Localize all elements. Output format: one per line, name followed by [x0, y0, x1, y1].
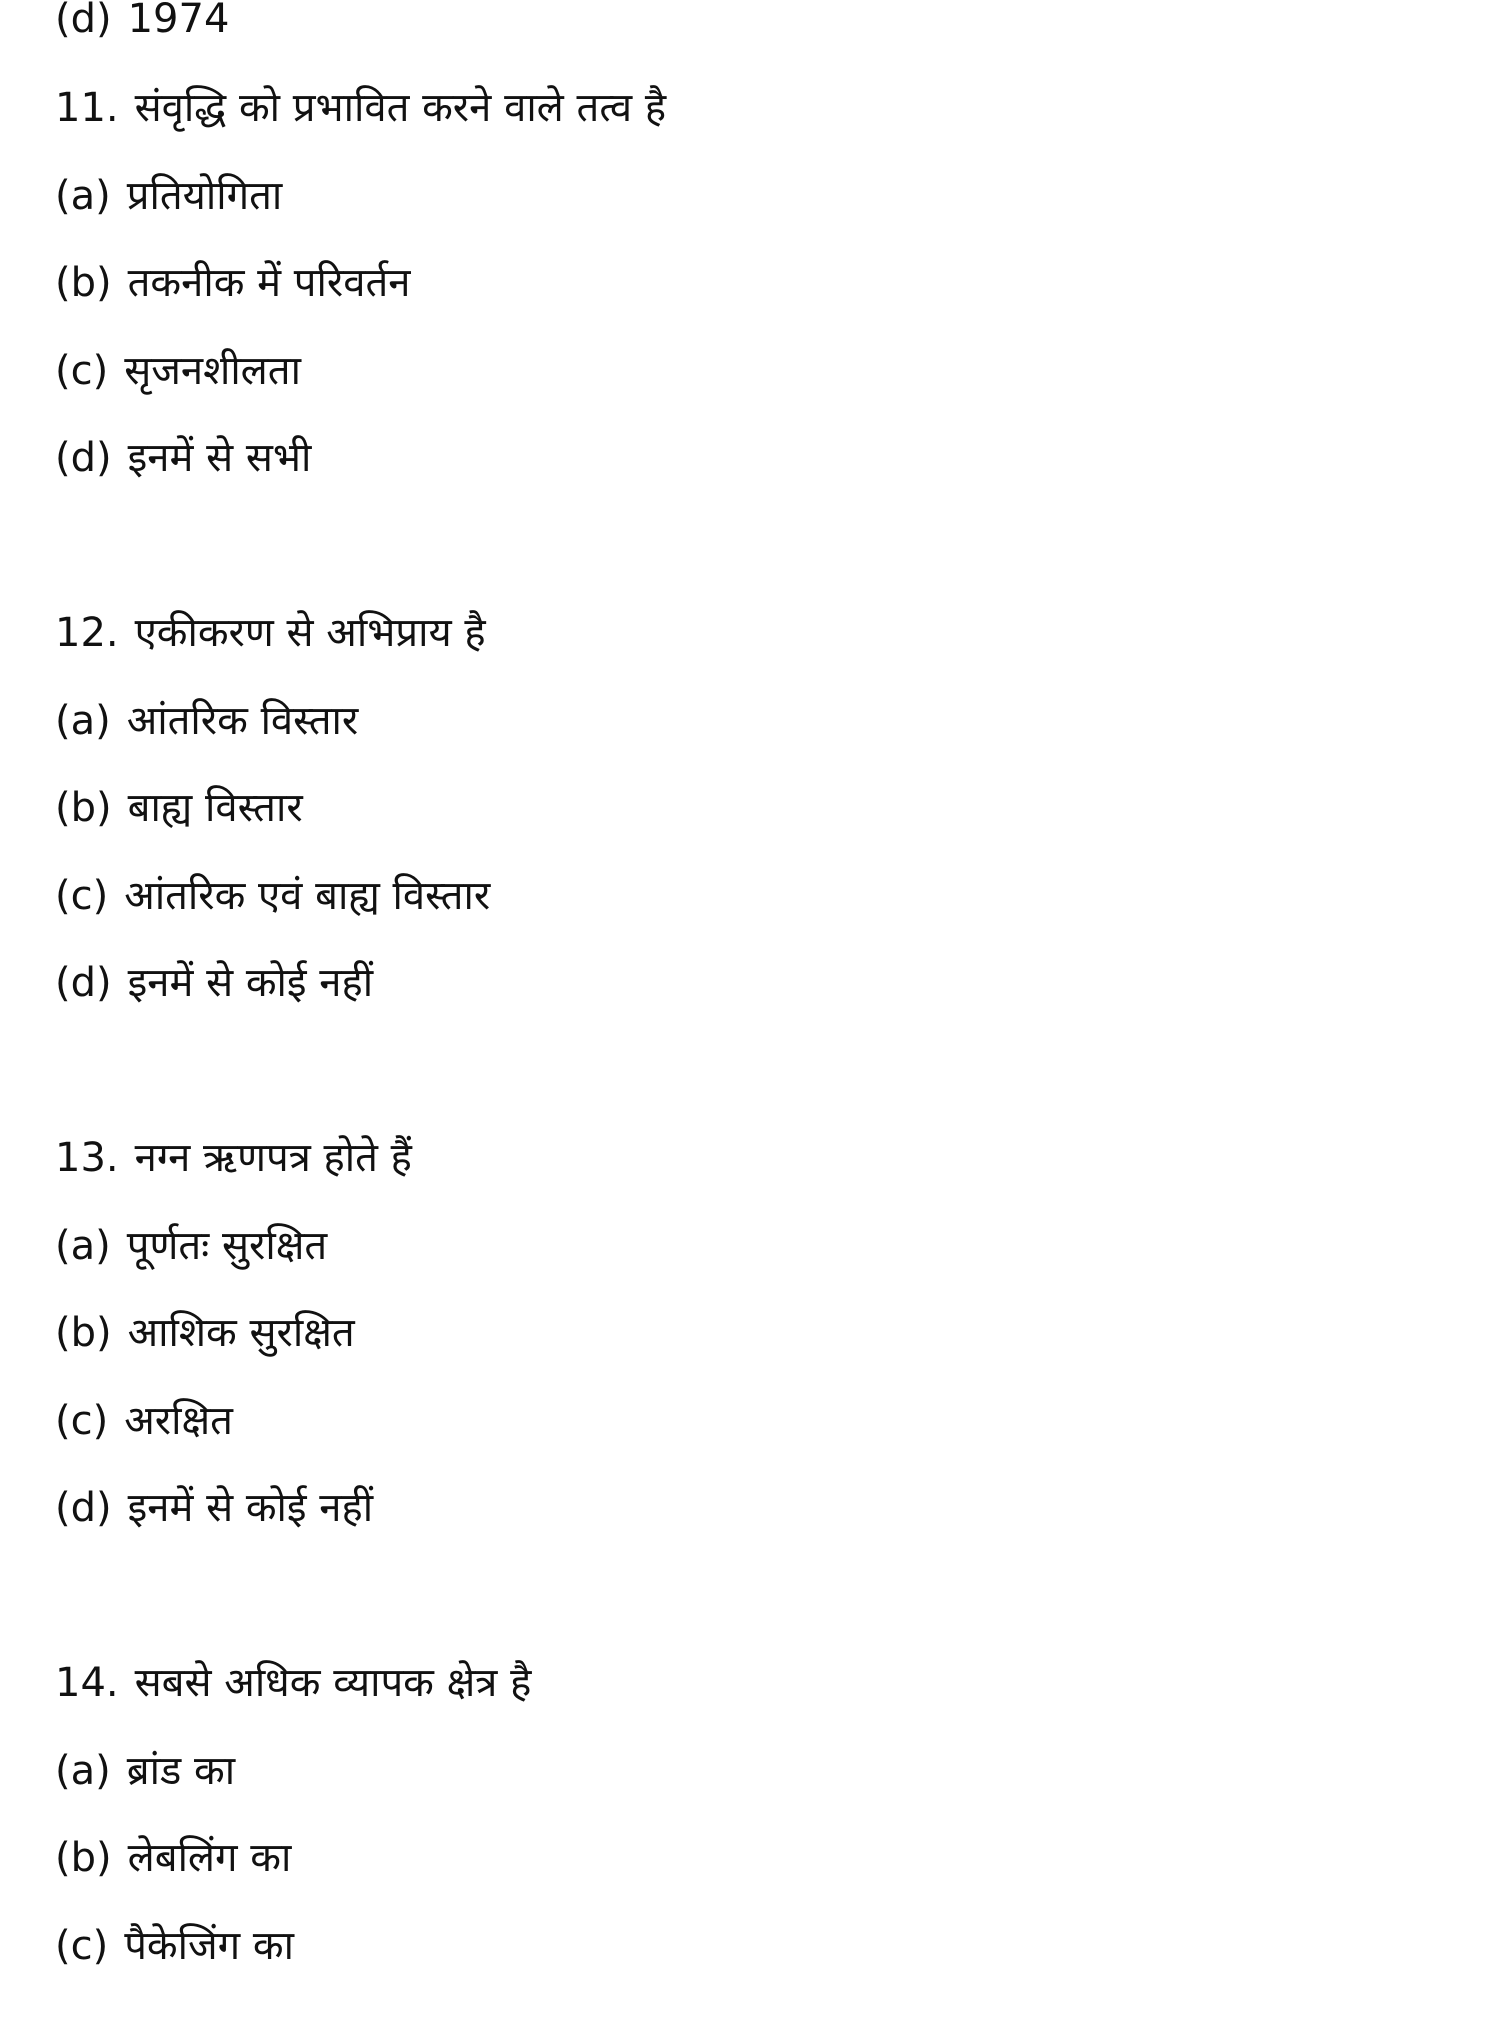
- option: [55, 958, 373, 1008]
- question-label: 11.: [55, 85, 119, 131]
- question-text: सबसे अधिक व्यापक क्षेत्र है: [134, 1660, 532, 1706]
- question-label: 13.: [55, 1135, 119, 1181]
- option-text: प्रतियोगिता: [126, 172, 283, 219]
- question-label: 14.: [55, 1660, 119, 1706]
- option-label: (a): [55, 172, 111, 219]
- option-label: (b): [55, 1835, 112, 1881]
- option: [55, 346, 301, 396]
- option-label: (b): [55, 260, 112, 306]
- option-text: पूर्णतः सुरक्षित: [126, 1222, 328, 1269]
- option-text: तकनीक में परिवर्तन: [127, 260, 411, 306]
- option-label: (a): [55, 1747, 111, 1794]
- option-line: [55, 0, 229, 44]
- option-text: सृजनशीलता: [124, 347, 301, 394]
- question: [55, 1133, 412, 1183]
- option: [55, 1746, 235, 1796]
- option-label: (d): [55, 435, 112, 481]
- option-label: (a): [55, 1222, 111, 1269]
- question-text: एकीकरण से अभिप्राय है: [134, 610, 486, 656]
- option: [55, 696, 358, 746]
- option-text: इनमें से कोई नहीं: [127, 1485, 374, 1531]
- option-text: इनमें से कोई नहीं: [127, 960, 374, 1006]
- option: [55, 871, 490, 921]
- option-label: (a): [55, 697, 111, 744]
- option: [55, 171, 282, 221]
- option: [55, 1308, 355, 1358]
- question: [55, 83, 666, 133]
- option-text: आंतरिक एवं बाह्य विस्तार: [124, 872, 491, 919]
- option-text: आशिक सुरक्षित: [127, 1310, 355, 1356]
- option-label: (d): [55, 960, 112, 1006]
- option-label: (c): [55, 1397, 109, 1444]
- option-text: लेबलिंग का: [127, 1835, 292, 1881]
- option-label: (c): [55, 347, 109, 394]
- option: [55, 783, 303, 833]
- option-text: 1974: [127, 0, 230, 42]
- question: [55, 608, 486, 658]
- question-text: संवृद्धि को प्रभावित करने वाले तत्व है: [134, 85, 667, 131]
- option: [55, 1483, 373, 1533]
- option-label: (b): [55, 1310, 112, 1356]
- option-label: (b): [55, 785, 112, 831]
- option-text: पैकेजिंग का: [124, 1922, 294, 1969]
- option: [55, 1833, 291, 1883]
- option: [55, 433, 311, 483]
- option-label: (c): [55, 872, 109, 919]
- option-label: (c): [55, 1922, 109, 1969]
- option-text: बाह्य विस्तार: [127, 785, 303, 831]
- option: [55, 1921, 294, 1971]
- option: [55, 258, 410, 308]
- option: [55, 1396, 233, 1446]
- question-text: नग्न ऋणपत्र होते हैं: [134, 1135, 412, 1181]
- option-label: (d): [55, 1485, 112, 1531]
- option-text: ब्रांड का: [126, 1747, 236, 1794]
- option-label: (d): [55, 0, 112, 42]
- option-text: इनमें से सभी: [127, 435, 312, 481]
- option-text: आंतरिक विस्तार: [126, 697, 359, 744]
- option: [55, 1221, 327, 1271]
- question-label: 12.: [55, 610, 119, 656]
- question: [55, 1658, 531, 1708]
- option-text: अरक्षित: [124, 1397, 233, 1444]
